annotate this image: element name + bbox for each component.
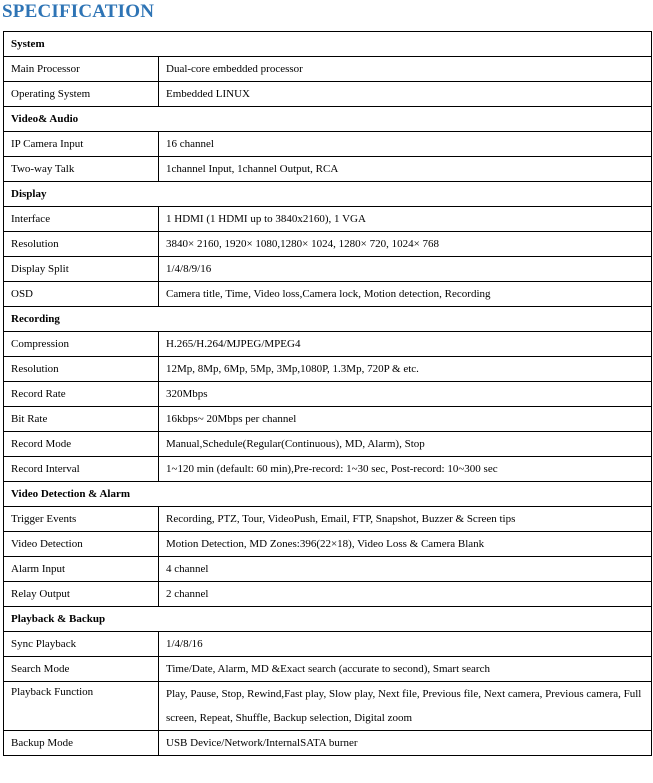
spec-row: [4, 357, 652, 382]
section-header-row: [4, 182, 652, 207]
spec-label: OSD: [4, 282, 159, 307]
spec-value: 1 HDMI (1 HDMI up to 3840x2160), 1 VGA: [159, 207, 652, 232]
spec-value: 3840× 2160, 1920× 1080,1280× 1024, 1280× 720, 1024× 768: [159, 232, 652, 257]
spec-label: Record Mode: [4, 432, 159, 457]
spec-row: [4, 132, 652, 157]
spec-row: [4, 582, 652, 607]
section-title: System: [4, 32, 652, 57]
spec-value: Play, Pause, Stop, Rewind,Fast play, Slow play, Next file, Previous file, Next camera, Previous camera, Full screen, Repeat, Shuffle, Backup selection, Digital zoom: [159, 682, 652, 731]
spec-value: 320Mbps: [159, 382, 652, 407]
spec-value: H.265/H.264/MJPEG/MPEG4: [159, 332, 652, 357]
spec-value: Motion Detection, MD Zones:396(22×18), Video Loss & Camera Blank: [159, 532, 652, 557]
specification-table: [3, 31, 652, 756]
spec-value: 1~120 min (default: 60 min),Pre-record: 1~30 sec, Post-record: 10~300 sec: [159, 457, 652, 482]
spec-label: Alarm Input: [4, 557, 159, 582]
spec-row: [4, 82, 652, 107]
spec-value: 12Mp, 8Mp, 6Mp, 5Mp, 3Mp,1080P, 1.3Mp, 720P & etc.: [159, 357, 652, 382]
spec-label: Relay Output: [4, 582, 159, 607]
spec-row: [4, 731, 652, 756]
spec-row: [4, 382, 652, 407]
page-title: SPECIFICATION: [2, 1, 155, 22]
spec-value: 1channel Input, 1channel Output, RCA: [159, 157, 652, 182]
spec-label: Operating System: [4, 82, 159, 107]
spec-value: 4 channel: [159, 557, 652, 582]
spec-value: Manual,Schedule(Regular(Continuous), MD, Alarm), Stop: [159, 432, 652, 457]
spec-value: Time/Date, Alarm, MD &Exact search (accurate to second), Smart search: [159, 657, 652, 682]
spec-value: 1/4/8/9/16: [159, 257, 652, 282]
spec-label: Compression: [4, 332, 159, 357]
spec-label: Record Interval: [4, 457, 159, 482]
section-title: Video Detection & Alarm: [4, 482, 652, 507]
spec-label: Main Processor: [4, 57, 159, 82]
spec-row: [4, 157, 652, 182]
spec-label: Trigger Events: [4, 507, 159, 532]
spec-label: Playback Function: [4, 682, 159, 731]
spec-row: [4, 457, 652, 482]
spec-value: 16kbps~ 20Mbps per channel: [159, 407, 652, 432]
spec-label: IP Camera Input: [4, 132, 159, 157]
spec-row: [4, 632, 652, 657]
spec-value: Dual-core embedded processor: [159, 57, 652, 82]
spec-label: Record Rate: [4, 382, 159, 407]
section-header-row: [4, 307, 652, 332]
section-header-row: [4, 482, 652, 507]
section-title: Recording: [4, 307, 652, 332]
spec-row: [4, 332, 652, 357]
spec-label: Backup Mode: [4, 731, 159, 756]
spec-row: [4, 232, 652, 257]
section-title: Playback & Backup: [4, 607, 652, 632]
spec-row: [4, 407, 652, 432]
spec-value: 2 channel: [159, 582, 652, 607]
spec-row: [4, 257, 652, 282]
spec-value: Camera title, Time, Video loss,Camera lock, Motion detection, Recording: [159, 282, 652, 307]
spec-row: [4, 532, 652, 557]
spec-label: Video Detection: [4, 532, 159, 557]
spec-label: Bit Rate: [4, 407, 159, 432]
spec-value: Embedded LINUX: [159, 82, 652, 107]
spec-value: 16 channel: [159, 132, 652, 157]
spec-label: Resolution: [4, 357, 159, 382]
section-header-row: [4, 32, 652, 57]
spec-row: [4, 557, 652, 582]
spec-label: Search Mode: [4, 657, 159, 682]
spec-row: [4, 207, 652, 232]
spec-value: 1/4/8/16: [159, 632, 652, 657]
section-title: Display: [4, 182, 652, 207]
specification-table-body: [4, 32, 652, 756]
spec-row: [4, 432, 652, 457]
spec-label: Sync Playback: [4, 632, 159, 657]
spec-label: Two-way Talk: [4, 157, 159, 182]
spec-row: [4, 507, 652, 532]
section-header-row: [4, 107, 652, 132]
spec-label: Display Split: [4, 257, 159, 282]
spec-label: Interface: [4, 207, 159, 232]
section-header-row: [4, 607, 652, 632]
spec-row: [4, 57, 652, 82]
section-title: Video& Audio: [4, 107, 652, 132]
spec-row: [4, 657, 652, 682]
spec-row: [4, 682, 652, 731]
spec-value: Recording, PTZ, Tour, VideoPush, Email, FTP, Snapshot, Buzzer & Screen tips: [159, 507, 652, 532]
spec-label: Resolution: [4, 232, 159, 257]
spec-value: USB Device/Network/InternalSATA burner: [159, 731, 652, 756]
spec-row: [4, 282, 652, 307]
